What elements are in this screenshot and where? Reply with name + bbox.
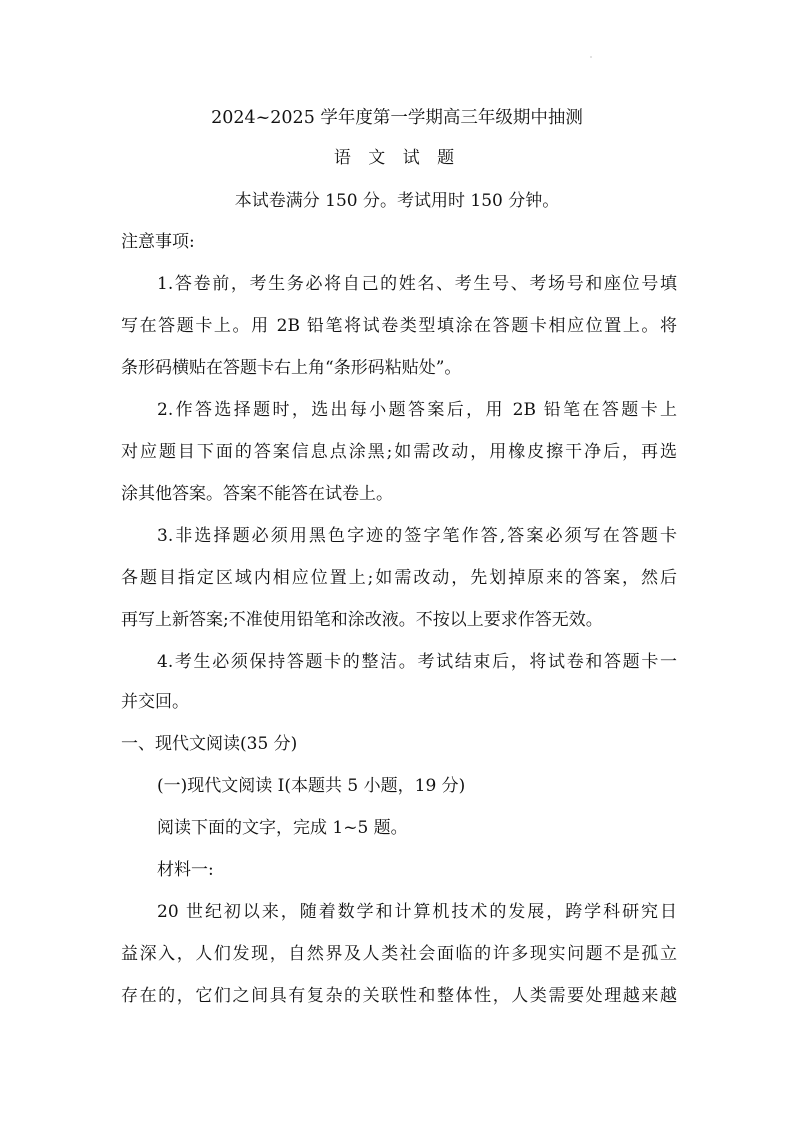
- notice-item-3-line-1: 3.非选择题必须用黑色字迹的签字笔作答,答案必须写在答题卡: [157, 526, 677, 546]
- material-label: 材料一:: [157, 860, 214, 880]
- exam-title: 2024~2025 学年度第一学期高三年级期中抽测: [211, 108, 583, 128]
- notice-item-2-line-2: 对应题目下面的答案信息点涂黑;如需改动，用橡皮擦干净后，再选: [121, 442, 677, 462]
- exam-info: 本试卷满分 150 分。考试用时 150 分钟。: [234, 191, 560, 211]
- section-heading: 一、现代文阅读(35 分): [121, 734, 298, 754]
- notice-item-4-line-1: 4.考生必须保持答题卡的整洁。考试结束后，将试卷和答题卡一: [157, 652, 677, 672]
- notice-heading: 注意事项:: [121, 232, 195, 252]
- notice-item-2-line-3: 涂其他答案。答案不能答在试卷上。: [121, 484, 393, 504]
- notice-item-1-line-2: 写在答题卡上。用 2B 铅笔将试卷类型填涂在答题卡相应位置上。将: [121, 316, 677, 336]
- material-paragraph-line-1: 20 世纪初以来，随着数学和计算机技术的发展，跨学科研究日: [157, 902, 677, 922]
- notice-item-2-line-1: 2.作答选择题时，选出每小题答案后，用 2B 铅笔在答题卡上: [157, 400, 677, 420]
- exam-subtitle: 语 文 试 题: [333, 148, 461, 168]
- notice-item-3-line-3: 再写上新答案;不准使用铅笔和涂改液。不按以上要求作答无效。: [121, 610, 603, 630]
- notice-item-1-line-3: 条形码横贴在答题卡右上角“条形码粘贴处”。: [121, 358, 462, 378]
- material-paragraph-line-2: 益深入，人们发现，自然界及人类社会面临的许多现实问题不是孤立: [121, 944, 677, 964]
- section-subheading: (一)现代文阅读 I(本题共 5 小题，19 分): [157, 776, 466, 796]
- material-paragraph-line-3: 存在的，它们之间具有复杂的关联性和整体性，人类需要处理越来越: [121, 986, 677, 1006]
- scan-dot: [590, 56, 592, 58]
- reading-instruction: 阅读下面的文字，完成 1~5 题。: [157, 818, 408, 838]
- notice-item-1-line-1: 1.答卷前，考生务必将自己的姓名、考生号、考场号和座位号填: [157, 274, 677, 294]
- notice-item-3-line-2: 各题目指定区域内相应位置上;如需改动，先划掉原来的答案，然后: [121, 568, 677, 588]
- notice-item-4-line-2: 并交回。: [121, 692, 189, 712]
